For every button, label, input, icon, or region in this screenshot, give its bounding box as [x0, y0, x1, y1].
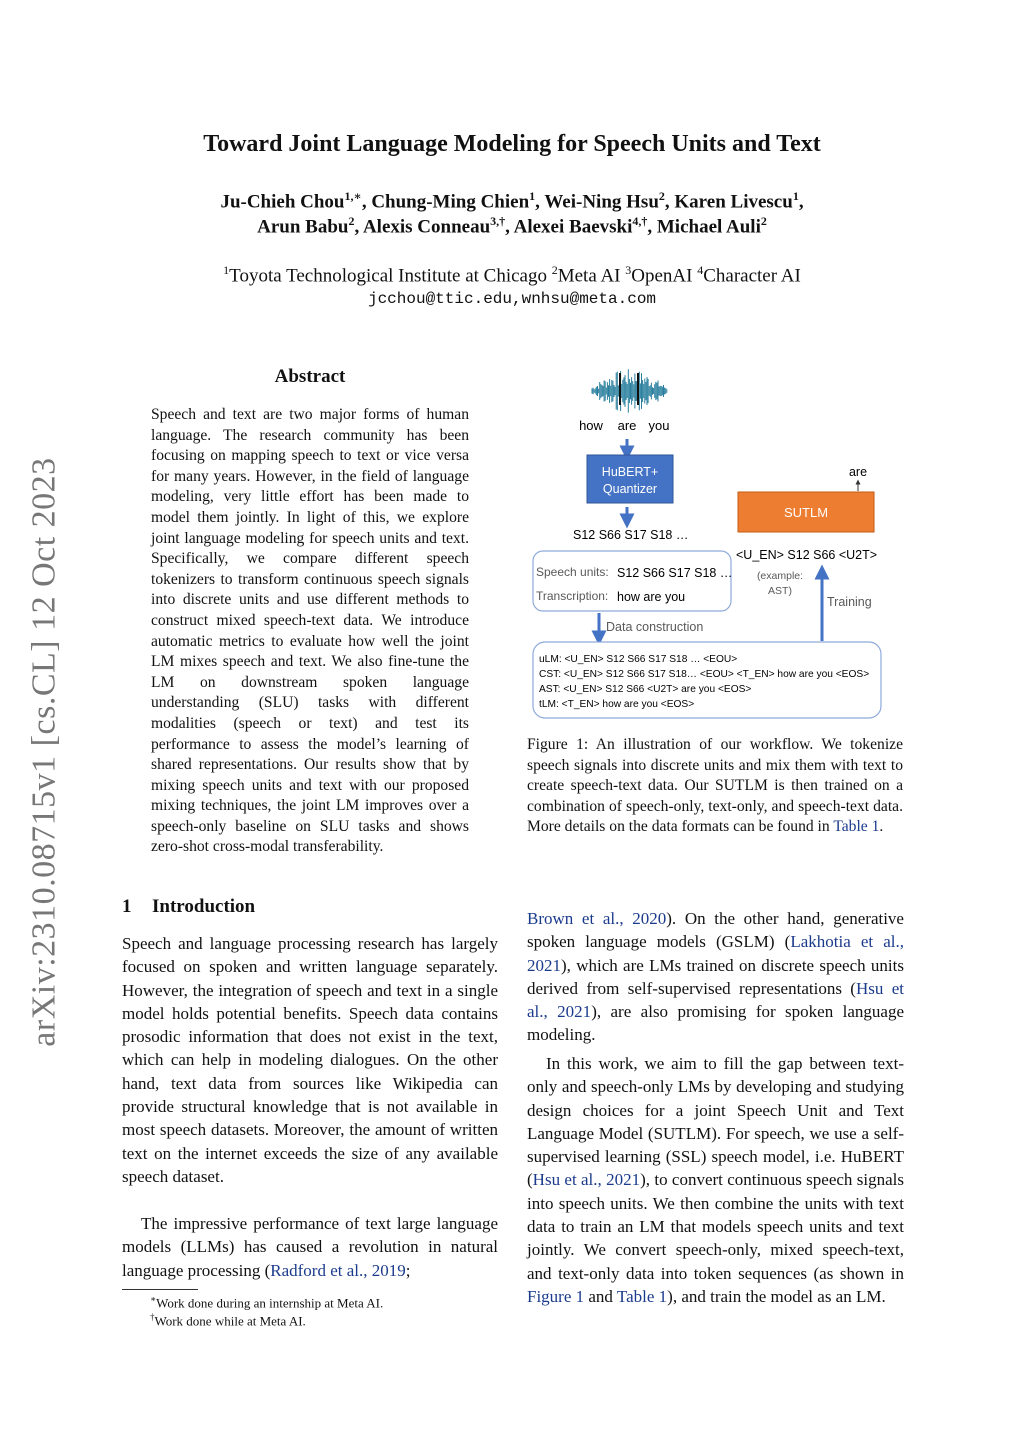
- footnote-mark: †: [150, 1312, 155, 1322]
- transcription-field-value: how are you: [617, 590, 686, 604]
- paragraph-text: ). On the other hand, generative spoken language models (GSLM) (: [527, 909, 904, 952]
- speech-units-field-value: S12 S66 S17 S18 …: [617, 566, 733, 580]
- caption-end: .: [879, 818, 884, 836]
- paragraph-text: ), and train the model as an LM.: [667, 1286, 886, 1306]
- paper-title: Toward Joint Language Modeling for Speech Units and Text: [203, 131, 821, 157]
- sutlm-output-word: are: [848, 465, 868, 479]
- paragraph-text: ;: [405, 1260, 411, 1280]
- speech-waveform: [592, 369, 667, 412]
- caption-label: Figure 1:: [527, 736, 589, 753]
- paragraph-text: ), are also promising for spoken language modeling.: [527, 1002, 904, 1045]
- intro-paragraph-1: Speech and language processing research has largely focused on spoken and written language separately. However, the integration of speech and text in a single model holds potential benefits. Speech data contains prosodic information that does not exist in the text, which can help in modeling dialogues. On the other hand, text data from sources like Wikipedia can provide structural knowledge that is not available in most speech datasets. Moreover, the amount of written text on the internet exceeds the size of any available speech dataset.: [122, 934, 498, 1186]
- author-marks: 3,†: [490, 214, 506, 228]
- word-label: are: [617, 418, 637, 433]
- table-reference-link[interactable]: Table 1: [616, 1286, 668, 1306]
- format-tlm: tLM: <T_EN> how are you <EOS>: [539, 699, 695, 710]
- author-marks: 2: [348, 214, 355, 228]
- section-title: Introduction: [152, 896, 256, 917]
- speech-units-field-label: Speech units:: [536, 565, 609, 579]
- footnote-divider: [122, 1289, 198, 1290]
- section-heading-introduction: [122, 896, 502, 918]
- author-name: Karen Livescu: [674, 191, 793, 213]
- author-emails: jcchou@ttic.edu,wnhsu@meta.com: [367, 290, 657, 308]
- word-label: how: [579, 418, 603, 433]
- sutlm-label: SUTLM: [783, 505, 829, 520]
- paragraph-text: In this work, we aim to fill the gap between text-only and speech-only LMs by developing and studying design choices for a joint Speech Unit and Text Language Model (SUTLM). For speech, we use a self-supervised learning (SSL) speech model, i.e. HuBERT (: [527, 1054, 904, 1190]
- citation-link[interactable]: Hsu et al., 2021: [532, 1170, 641, 1190]
- footnote-text: Work done while at Meta AI.: [154, 1313, 306, 1329]
- author-name: Michael Auli: [656, 216, 761, 238]
- affiliation-mark: 1: [223, 263, 230, 277]
- abstract-text: Speech and text are two major forms of human language. The research community has been focusing on mapping speech to text or vice versa for many years. However, in the field of language modeling, very little effort has been made to model them jointly. In light of this, we explore joint language modeling for speech units and text. Specifically, we compare different speech tokenizers to transform continuous speech signals into discrete units and use different methods to construct mixed speech-text data. We introduce automatic metrics to evaluate how well the joint LM mixes speech and text. We also fine-tune the LM on downstream spoken language understanding (SLU) tasks with different modalities (speech or text) and test its performance to assess the model’s learning of shared representations. Our results show that by mixing speech units and text with our proposed mixing techniques, the joint LM improves over a speech-only baseline on SLU tasks and shows zero-shot cross-modal transferability.: [151, 406, 469, 856]
- figure-1: [527, 355, 907, 725]
- citation-link[interactable]: Hsu et al., 2021: [527, 978, 904, 1022]
- citation-link[interactable]: Lakhotia et al., 2021: [527, 932, 905, 975]
- affiliations: [0, 263, 1024, 287]
- author-name: Arun Babu: [257, 216, 349, 238]
- intro-paragraph-2: [122, 1212, 498, 1282]
- author-name: Wei-Ning Hsu: [544, 191, 659, 213]
- speech-units-output: S12 S66 S17 S18 …: [573, 528, 689, 542]
- caption-text: An illustration of our workflow. We tokenize speech signals into discrete units and mix them with text to create speech-text data. Our SUTLM is then trained on a combination of speech-only, text-only, and speech-text data. More details on the data formats can be found in: [527, 736, 903, 836]
- arxiv-identifier: [9, 457, 81, 1047]
- right-paragraph-2: [527, 1052, 904, 1308]
- footnote-2: [150, 1312, 306, 1329]
- footnote-1: [150, 1294, 383, 1311]
- training-label: Training: [827, 595, 872, 609]
- paragraph-text: The impressive performance of text large language models (LLMs) has caused a revolution in natural language processing (: [122, 1214, 498, 1280]
- table-reference-link[interactable]: Table 1: [833, 818, 880, 836]
- author-name: Alexis Conneau: [362, 216, 491, 238]
- authors-line-2: Arun Babu$^2$, Alexis Conneau$^{3,\dagger}$, Alexei Baevski$^{4,\dagger}$, Michael Auli$^2$: [257, 214, 767, 238]
- affiliation-mark: 2: [551, 263, 558, 277]
- author-marks: 1: [792, 189, 799, 203]
- format-ulm: uLM: <U_EN> S12 S66 S17 S18 … <EOU>: [539, 654, 738, 665]
- affiliation-name: Toyota Technological Institute at Chicago: [229, 265, 547, 287]
- workflow-diagram: [527, 355, 907, 725]
- footnote-mark: ∗: [150, 1294, 157, 1304]
- arxiv-identifier-text: arXiv:2310.08715v1 [cs.CL] 12 Oct 2023: [26, 457, 63, 1047]
- format-ast: AST: <U_EN> S12 S66 <U2T> are you <EOS>: [539, 684, 752, 695]
- right-paragraph-1: [527, 907, 904, 1047]
- footnote-text: Work done during an internship at Meta AI.: [156, 1295, 384, 1311]
- paragraph-text: ), which are LMs trained on discrete speech units derived from self-supervised representations (: [527, 955, 904, 998]
- author-name: Ju-Chieh Chou: [220, 191, 345, 213]
- example-note-line-1: (example:: [756, 570, 804, 582]
- author-name: Chung-Ming Chien: [371, 191, 530, 213]
- sutlm-prompt: <U_EN> S12 S66 <U2T>: [736, 548, 878, 562]
- affiliation-name: Meta AI: [557, 265, 621, 287]
- citation-link[interactable]: Brown et al., 2020: [527, 909, 667, 928]
- citation-link[interactable]: Radford et al., 2019: [270, 1260, 406, 1280]
- figure-1-caption: [527, 735, 903, 838]
- affiliation-mark: 3: [625, 263, 632, 277]
- example-note-line-2: AST): [768, 585, 792, 597]
- author-marks: 1: [529, 189, 536, 203]
- affiliation-name: OpenAI: [631, 265, 693, 287]
- abstract-heading: Abstract: [274, 366, 346, 387]
- format-cst: CST: <U_EN> S12 S66 S17 S18… <EOU> <T_EN> how are you <EOS>: [539, 669, 870, 680]
- paragraph-text: ), to convert continuous speech signals into speech units. We then combine the units with text data to train an LM that models speech units and text jointly. We convert speech-only, mixed speech-text, and text-only data into token sequences (as shown in: [527, 1170, 904, 1283]
- section-number: 1: [122, 896, 132, 917]
- paragraph-text: and: [584, 1286, 617, 1306]
- author-marks: 2: [760, 214, 767, 228]
- author-name: Alexei Baevski: [513, 216, 633, 238]
- transcription-field-label: Transcription:: [536, 589, 609, 603]
- author-marks: 4,†: [632, 214, 648, 228]
- author-marks: 1,∗: [344, 189, 362, 203]
- affiliation-name: Character AI: [703, 265, 801, 287]
- word-label: you: [648, 418, 670, 433]
- affiliation-mark: 4: [697, 263, 704, 277]
- hubert-label: HuBERT+: [601, 465, 659, 479]
- quantizer-label: Quantizer: [602, 482, 658, 496]
- authors-line-1: Ju-Chieh Chou$^{1,∗}$, Chung-Ming Chien$^1$, Wei-Ning Hsu$^2$, Karen Livescu$^1$,: [220, 189, 804, 213]
- author-marks: 2: [658, 189, 665, 203]
- data-construction-label: Data construction: [606, 620, 704, 634]
- figure-reference-link[interactable]: Figure 1: [527, 1286, 585, 1306]
